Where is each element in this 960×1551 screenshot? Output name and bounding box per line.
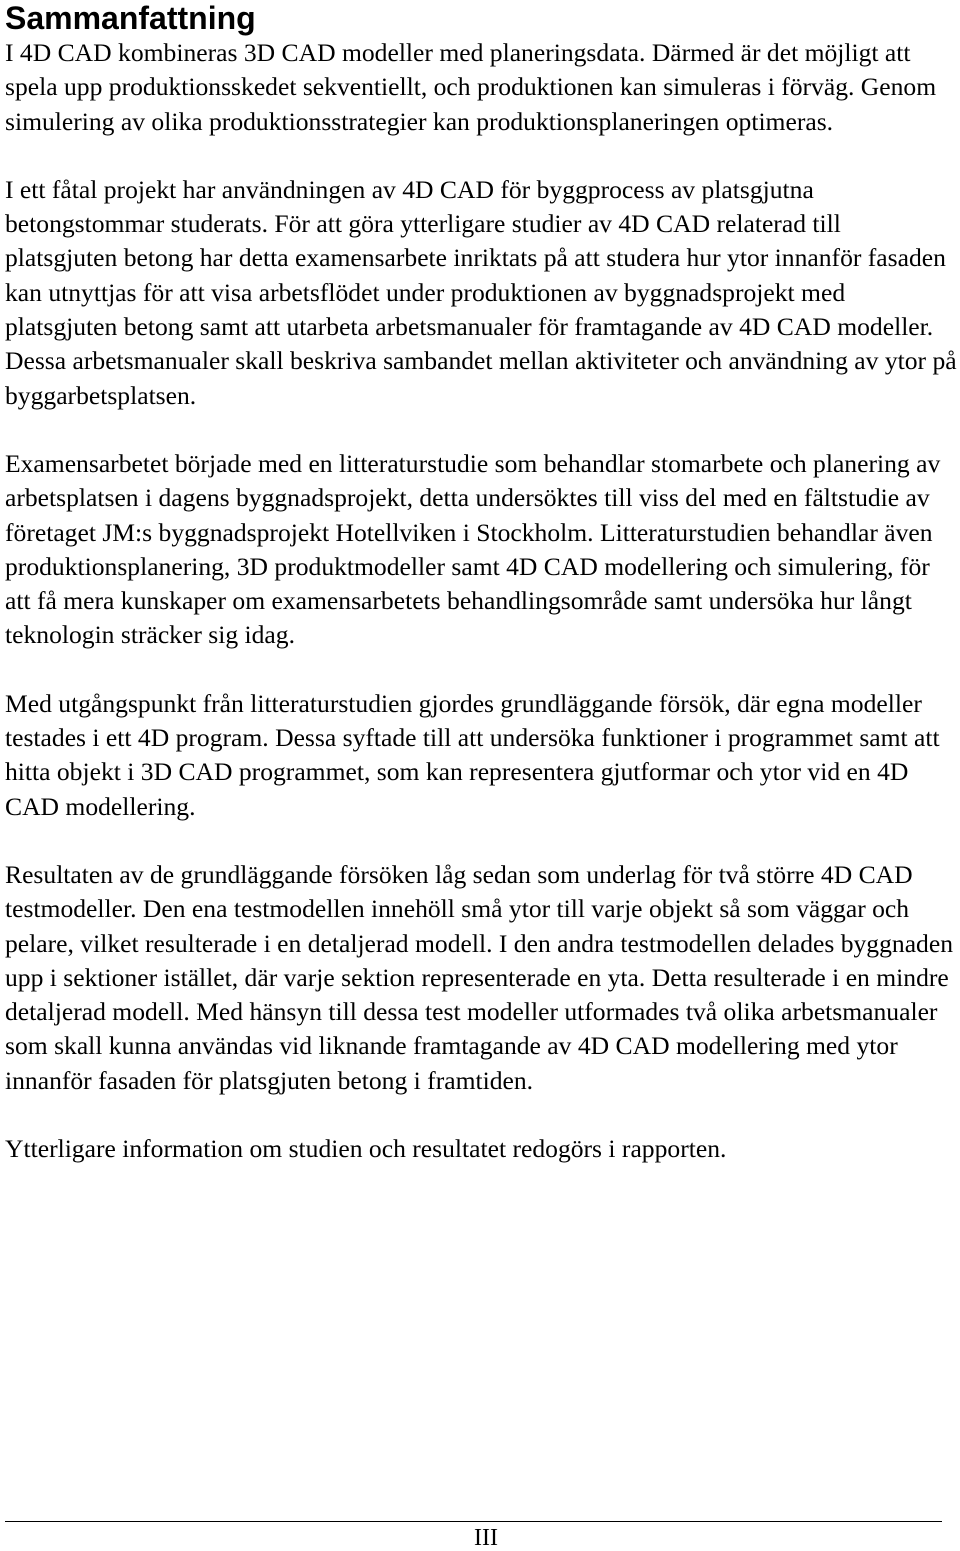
paragraph-6: Ytterligare information om studien och resultatet redogörs i rapporten. [5, 1134, 727, 1164]
paragraph-1: I 4D CAD kombineras 3D CAD modeller med planeringsdata. Därmed är det möjligt att spela upp produktionsskedet sekventiellt, och produktionen kan simuleras i förväg. Genom simulering av olika produktionsstrategier kan produktionsplaneringen optimeras. [5, 38, 937, 136]
paragraph-2: I ett fåtal projekt har användningen av 4D CAD för byggprocess av platsgjutna betongstommar studerats. För att göra ytterligare studier av 4D CAD relaterad till platsgjuten betong har detta examensarbete inriktats på att studera hur ytor innanför fasaden kan utnyttjas för att visa arbetsflödet under produktionen av byggnadsprojekt med platsgjuten betong samt att utarbeta arbetsmanualer för framtagande av 4D CAD modeller. Dessa arbetsmanualer skall beskriva sambandet mellan aktiviteter och användning av ytor på byggarbetsplatsen. [5, 174, 957, 410]
paragraph-4: Med utgångspunkt från litteraturstudien gjordes grundläggande försök, där egna modeller testades i ett 4D program. Dessa syftade till att undersöka funktioner i programmet samt att hitta objekt i 3D CAD programmet, som kan representera gjutformar och ytor vid en 4D CAD modellering. [5, 688, 940, 821]
footer-divider [5, 1521, 942, 1522]
page-number: III [474, 1525, 498, 1551]
page-title: Sammanfattning [5, 0, 256, 36]
paragraph-5: Resultaten av de grundläggande försöken låg sedan som underlag för två större 4D CAD testmodeller. Den ena testmodellen innehöll små ytor till varje objekt så som väggar och pelare, vilket resulterade i en detaljerad modell. I den andra testmodellen delades byggnaden upp i sektioner istället, där varje sektion representerade en yta. Detta resulterade i en mindre detaljerad modell. Med hänsyn till dessa test modeller utformades två olika arbetsmanualer som skall kunna användas vid liknande framtagande av 4D CAD modellering med ytor innanför fasaden för platsgjuten betong i framtiden. [5, 859, 954, 1095]
document-page [5, 0, 957, 1166]
paragraph-3: Examensarbetet började med en litteraturstudie som behandlar stomarbete och planering av arbetsplatsen i dagens byggnadsprojekt, detta undersöktes till viss del med en fältstudie av företaget JM:s byggnadsprojekt Hotellviken i Stockholm. Litteraturstudien behandlar även produktionsplanering, 3D produktmodeller samt 4D CAD modellering och simulering, för att få mera kunskaper om examensarbetets behandlingsområde samt undersöka hur långt teknologin sträcker sig idag. [5, 448, 941, 650]
